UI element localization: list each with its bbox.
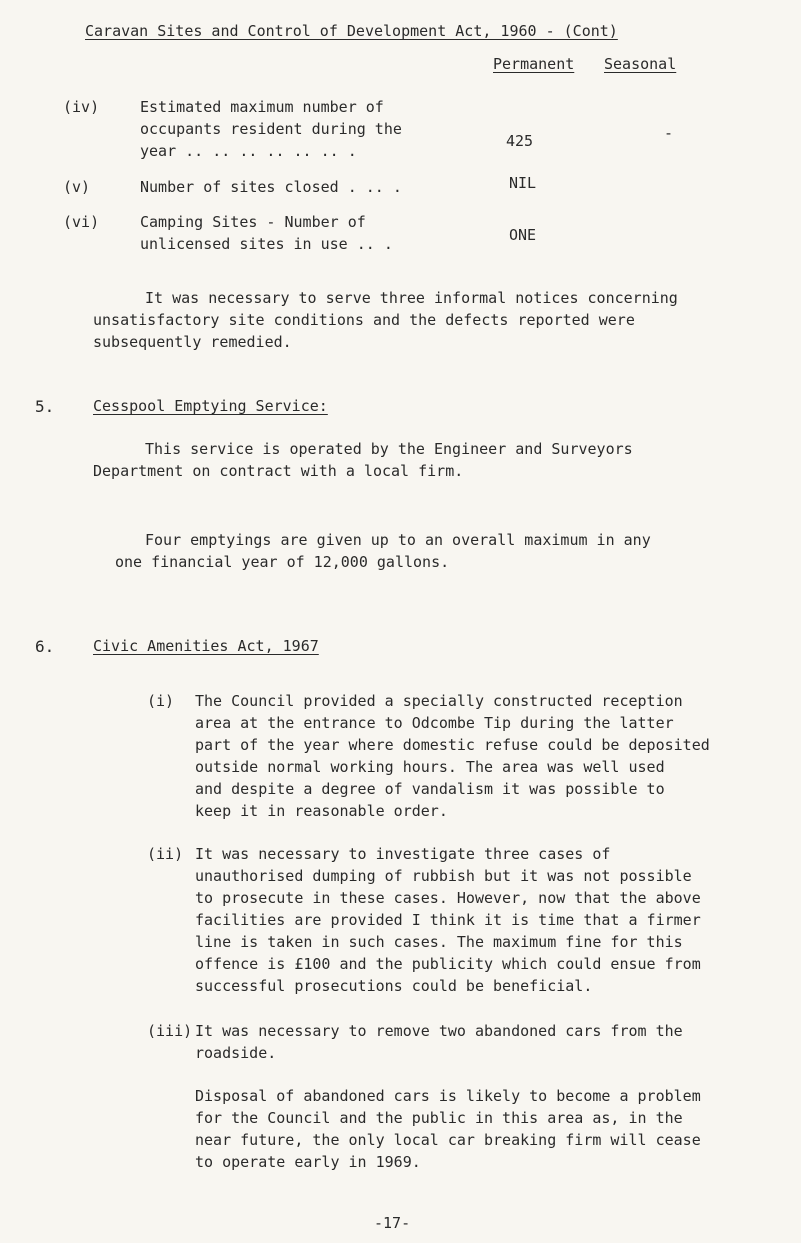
page-title: Caravan Sites and Control of Development Act, 1960 - (Cont) [85, 22, 618, 40]
row-number: (v) [63, 178, 91, 196]
section-paragraph [93, 438, 633, 482]
paragraph-line: one financial year of 12,000 gallons. [115, 553, 450, 571]
row-number: (vi) [63, 213, 100, 231]
paragraph-line: It was necessary to serve three informal notices concerning [145, 289, 678, 307]
paragraph-line: subsequently remedied. [93, 333, 292, 351]
row-seasonal-value: - [664, 124, 674, 142]
row-label-line: Estimated maximum number of [140, 98, 384, 116]
item-number: (iii) [147, 1022, 193, 1040]
paragraph-line: to operate early in 1969. [195, 1153, 421, 1171]
paragraph-line: line is taken in such cases. The maximum fine for this [195, 933, 683, 951]
paragraph-line: unauthorised dumping of rubbish but it was not possible [195, 867, 692, 885]
column-header-permanent: Permanent [493, 55, 575, 73]
paragraph-line: outside normal working hours. The area was well used [195, 758, 665, 776]
row-number: (iv) [63, 98, 100, 116]
notice-paragraph [93, 287, 733, 353]
paragraph-line: The Council provided a specially constructed reception [195, 692, 683, 710]
section-heading: Civic Amenities Act, 1967 [93, 637, 319, 655]
paragraph-line: offence is £100 and the publicity which could ensue from [195, 955, 701, 973]
paragraph-line: Department on contract with a local firm. [93, 462, 464, 480]
section-paragraph [93, 529, 651, 573]
paragraph-line: roadside. [195, 1044, 277, 1062]
row-label: Number of sites closed . .. . [140, 178, 402, 196]
closing-paragraph [195, 1085, 701, 1173]
row-permanent-value: ONE [509, 226, 537, 244]
row-label-line: Camping Sites - Number of [140, 213, 366, 231]
section-number: 6. [35, 637, 55, 656]
row-label-line: unlicensed sites in use .. . [140, 235, 393, 253]
page-number: -17- [374, 1214, 411, 1232]
paragraph-line: successful prosecutions could be beneficial. [195, 977, 593, 995]
paragraph-line: Disposal of abandoned cars is likely to become a problem [195, 1087, 701, 1105]
paragraph-line: unsatisfactory site conditions and the defects reported were [93, 311, 635, 329]
item-paragraph [195, 1020, 683, 1064]
item-paragraph [195, 690, 710, 822]
paragraph-line: part of the year where domestic refuse could be deposited [195, 736, 710, 754]
section-heading: Cesspool Emptying Service: [93, 397, 328, 415]
paragraph-line: It was necessary to investigate three cases of [195, 845, 611, 863]
item-number: (i) [147, 692, 175, 710]
row-label [140, 211, 393, 255]
row-label [140, 96, 402, 162]
paragraph-line: Four emptyings are given up to an overall maximum in any [145, 531, 651, 549]
paragraph-line: It was necessary to remove two abandoned cars from the [195, 1022, 683, 1040]
paragraph-line: for the Council and the public in this area as, in the [195, 1109, 683, 1127]
column-header-seasonal: Seasonal [604, 55, 677, 73]
paragraph-line: This service is operated by the Engineer and Surveyors [145, 440, 633, 458]
paragraph-line: near future, the only local car breaking firm will cease [195, 1131, 701, 1149]
item-paragraph [195, 843, 701, 997]
row-label-line: year .. .. .. .. .. .. . [140, 142, 357, 160]
paragraph-line: facilities are provided I think it is time that a firmer [195, 911, 701, 929]
section-number: 5. [35, 397, 55, 416]
row-permanent-value: 425 [506, 132, 534, 150]
paragraph-line: to prosecute in these cases. However, now that the above [195, 889, 701, 907]
paragraph-line: area at the entrance to Odcombe Tip during the latter [195, 714, 674, 732]
paragraph-line: keep it in reasonable order. [195, 802, 448, 820]
row-label-line: occupants resident during the [140, 120, 402, 138]
paragraph-line: and despite a degree of vandalism it was possible to [195, 780, 665, 798]
row-permanent-value: NIL [509, 174, 537, 192]
item-number: (ii) [147, 845, 184, 863]
